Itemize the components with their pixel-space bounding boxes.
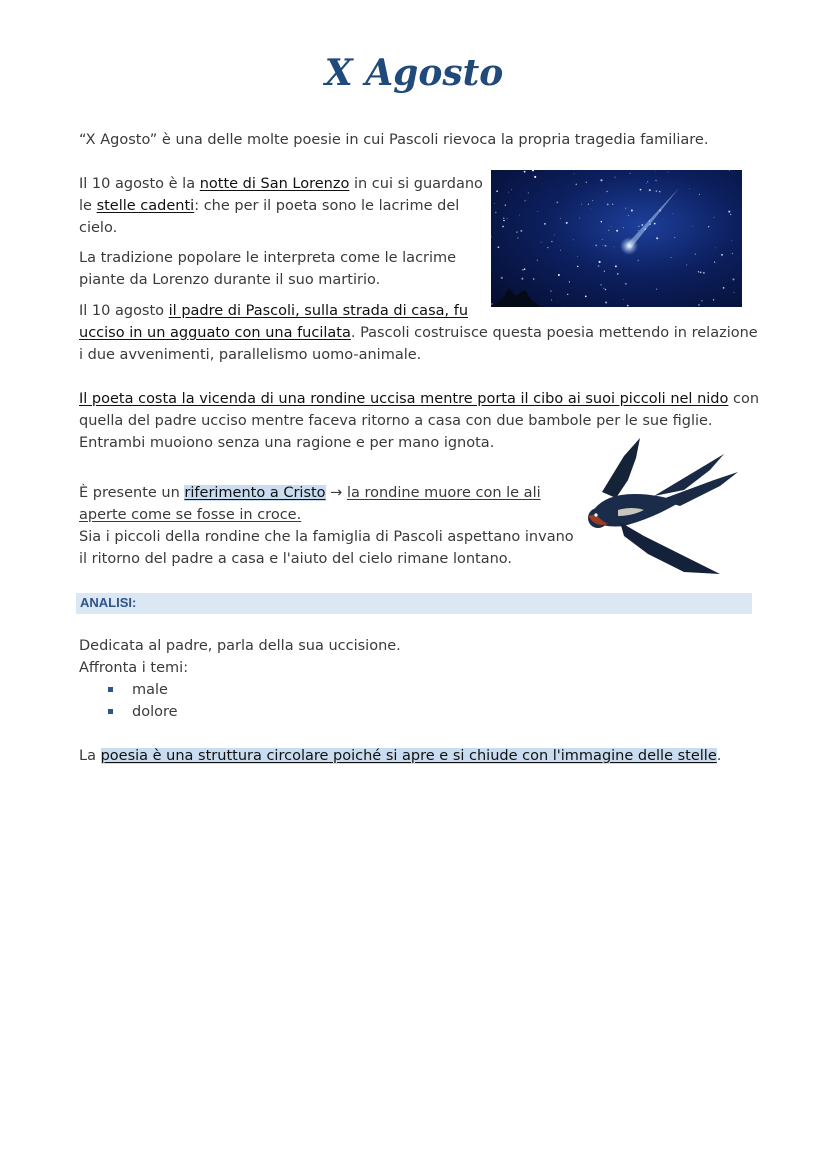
highlighted-phrase: riferimento a Cristo [184, 485, 326, 501]
star-speck [550, 290, 551, 291]
underlined-phrase: il padre di Pascoli, sulla strada di casa, fu [168, 303, 469, 319]
star-speck [595, 245, 597, 247]
star-speck [731, 240, 732, 241]
shooting-star-image [491, 170, 742, 307]
square-bullet-icon [108, 687, 113, 692]
text-run: → [325, 485, 347, 501]
star-speck [703, 272, 705, 274]
star-speck [574, 173, 575, 174]
swallow-eye [594, 513, 597, 516]
text-run: È presente un [79, 485, 185, 501]
star-speck [612, 204, 613, 205]
text-run: Entrambi muoiono senza una ragione e per mano ignota. [79, 435, 495, 451]
star-speck [524, 268, 526, 270]
star-speck [575, 184, 577, 186]
list-item-text: male [132, 682, 168, 698]
star-speck [606, 191, 607, 192]
star-speck [519, 215, 520, 216]
star-speck [577, 266, 579, 268]
star-speck [511, 189, 512, 190]
star-speck [614, 177, 615, 178]
star-speck [503, 218, 504, 219]
page-title: X Agosto [324, 52, 504, 94]
star-speck [630, 173, 631, 174]
star-speck [659, 191, 661, 193]
star-speck [600, 179, 602, 181]
star-speck [638, 230, 639, 231]
star-speck [734, 292, 735, 293]
star-speck [641, 224, 643, 226]
paragraph-san-lorenzo [79, 173, 489, 239]
star-speck [532, 170, 534, 171]
star-speck [521, 278, 523, 280]
star-speck [698, 271, 699, 272]
star-speck [673, 213, 674, 214]
star-speck [501, 277, 503, 279]
intro-paragraph: “X Agosto” è una delle molte poesie in cui Pascoli rievoca la propria tragedia familiare. [79, 132, 709, 148]
star-speck [730, 214, 731, 215]
conclusion-paragraph [79, 745, 779, 767]
star-speck [573, 240, 574, 241]
star-speck [674, 237, 675, 238]
star-speck [708, 226, 709, 227]
star-speck [656, 237, 658, 239]
star-speck [579, 218, 580, 219]
comet-head [620, 237, 638, 255]
text-run: con [728, 391, 760, 407]
square-bullet-icon [108, 709, 113, 714]
text-run: in cui si guardano [349, 176, 483, 192]
star-speck [585, 296, 587, 298]
star-speck [729, 170, 730, 171]
star-speck [617, 273, 619, 275]
star-speck [598, 265, 600, 267]
star-speck [655, 180, 656, 181]
underlined-phrase: aperte come se fosse in croce. [79, 507, 302, 523]
star-speck [603, 288, 604, 289]
star-speck [714, 217, 715, 218]
star-speck [615, 265, 617, 267]
star-speck [649, 189, 651, 191]
star-speck [586, 182, 587, 183]
swallow-image [584, 436, 740, 580]
star-speck [569, 281, 570, 282]
star-speck [498, 246, 500, 248]
star-speck [638, 226, 639, 227]
star-speck [522, 269, 524, 271]
text-run: . Pascoli costruisce questa poesia mettendo in relazione [350, 325, 758, 341]
star-speck [686, 264, 687, 265]
star-speck [640, 189, 642, 191]
star-speck [599, 261, 601, 263]
star-speck [602, 245, 603, 246]
paragraph-father [79, 300, 759, 366]
star-speck [604, 271, 605, 272]
underlined-phrase: Il poeta costa la vicenda di una rondine uccisa mentre porta il cibo ai suoi piccoli nel nido [79, 391, 729, 407]
analisi-line-1: Dedicata al padre, parla della sua uccisione. [79, 638, 401, 654]
star-speck [558, 274, 560, 276]
star-speck [524, 200, 525, 201]
text-run: piante da Lorenzo durante il suo martirio. [79, 272, 381, 288]
star-speck [508, 192, 509, 193]
star-speck [541, 242, 542, 243]
analisi-heading: ANALISI: [80, 595, 137, 610]
star-speck [721, 254, 723, 256]
star-speck [728, 211, 730, 213]
star-speck [625, 283, 627, 285]
star-speck [507, 218, 508, 219]
star-speck [723, 287, 725, 289]
highlighted-phrase: poesia è una struttura circolare poiché si apre e si chiude con l'immagine delle stelle [100, 748, 717, 764]
text-run: Il 10 agosto è la [79, 176, 200, 192]
text-run: Sia i piccoli della rondine che la famiglia di Pascoli aspettano invano [79, 529, 574, 545]
star-speck [714, 262, 715, 263]
star-speck [667, 172, 668, 173]
star-speck [605, 289, 607, 291]
analisi-line-2: Affronta i temi: [79, 660, 189, 676]
lower-wing [620, 522, 720, 574]
upper-wing [602, 438, 640, 498]
star-speck [646, 183, 647, 184]
star-speck [623, 227, 624, 228]
star-speck [732, 253, 733, 254]
star-speck [547, 247, 549, 249]
star-speck [655, 171, 656, 172]
star-speck [533, 278, 535, 280]
star-speck [502, 226, 504, 228]
text-run: . [716, 748, 722, 764]
star-speck [631, 210, 633, 212]
star-speck [560, 218, 561, 219]
star-speck [692, 226, 693, 227]
star-speck [607, 203, 609, 205]
star-speck [520, 230, 522, 232]
text-run: il ritorno del padre a casa e l'aiuto del cielo rimane lontano. [79, 551, 513, 567]
star-speck [700, 272, 702, 274]
star-speck [656, 190, 658, 192]
star-speck [556, 202, 558, 204]
star-speck [695, 253, 696, 254]
analisi-heading-bar [76, 593, 752, 614]
text-run: La [79, 748, 101, 764]
star-speck [591, 209, 592, 210]
star-speck [503, 220, 504, 221]
star-speck [566, 222, 568, 224]
star-speck [495, 212, 497, 214]
star-speck [592, 200, 593, 201]
star-speck [616, 230, 618, 232]
star-speck [528, 192, 529, 193]
star-speck [494, 203, 495, 204]
star-speck [581, 204, 582, 205]
star-speck [699, 194, 700, 195]
star-speck [537, 211, 538, 212]
text-run: La tradizione popolare le interpreta come le lacrime [79, 250, 457, 266]
underlined-phrase: ucciso in un agguato con una fucilata [79, 325, 351, 341]
star-speck [647, 181, 648, 182]
star-speck [608, 230, 609, 231]
text-run: le [79, 198, 97, 214]
star-speck [534, 176, 536, 178]
text-run: quella del padre ucciso mentre faceva ritorno a casa con due bambole per le sue figlie. [79, 413, 713, 429]
star-speck [537, 260, 538, 261]
star-speck [554, 235, 555, 236]
star-speck [496, 190, 498, 192]
underlined-phrase: notte di San Lorenzo [199, 176, 350, 192]
star-speck [614, 246, 615, 247]
text-run: i due avvenimenti, parallelismo uomo-animale. [79, 347, 422, 363]
star-speck [567, 294, 569, 296]
paragraph-christ [79, 482, 589, 570]
text-run: cielo. [79, 220, 118, 236]
list-item-text: dolore [132, 704, 178, 720]
starfield-svg [491, 170, 742, 307]
star-speck [588, 204, 589, 205]
star-speck [602, 239, 603, 240]
text-run: Il 10 agosto [79, 303, 169, 319]
comet-tail [627, 188, 679, 248]
star-speck [516, 231, 518, 233]
star-speck [491, 236, 492, 237]
star-speck [689, 188, 690, 189]
star-speck [715, 248, 716, 249]
star-speck [560, 250, 561, 251]
star-speck [577, 256, 578, 257]
star-speck [670, 257, 671, 258]
star-speck [544, 223, 546, 225]
star-speck [505, 205, 506, 206]
paragraph-tradition [79, 247, 489, 291]
star-speck [656, 289, 657, 290]
underlined-phrase: stelle cadenti [96, 198, 195, 214]
underlined-phrase: la rondine muore con le ali [346, 485, 541, 501]
star-speck [524, 171, 526, 173]
swallow-svg [584, 436, 740, 580]
star-speck [611, 226, 612, 227]
star-speck [533, 175, 534, 176]
star-speck [604, 245, 606, 247]
star-speck [644, 222, 645, 223]
star-speck [551, 241, 553, 243]
star-speck [732, 278, 734, 280]
star-speck [638, 260, 639, 261]
star-speck [654, 223, 656, 225]
star-speck [517, 237, 518, 238]
star-speck [600, 284, 601, 285]
star-speck [625, 208, 626, 209]
star-speck [601, 221, 602, 222]
star-speck [628, 215, 629, 216]
text-run: : che per il poeta sono le lacrime del [194, 198, 460, 214]
